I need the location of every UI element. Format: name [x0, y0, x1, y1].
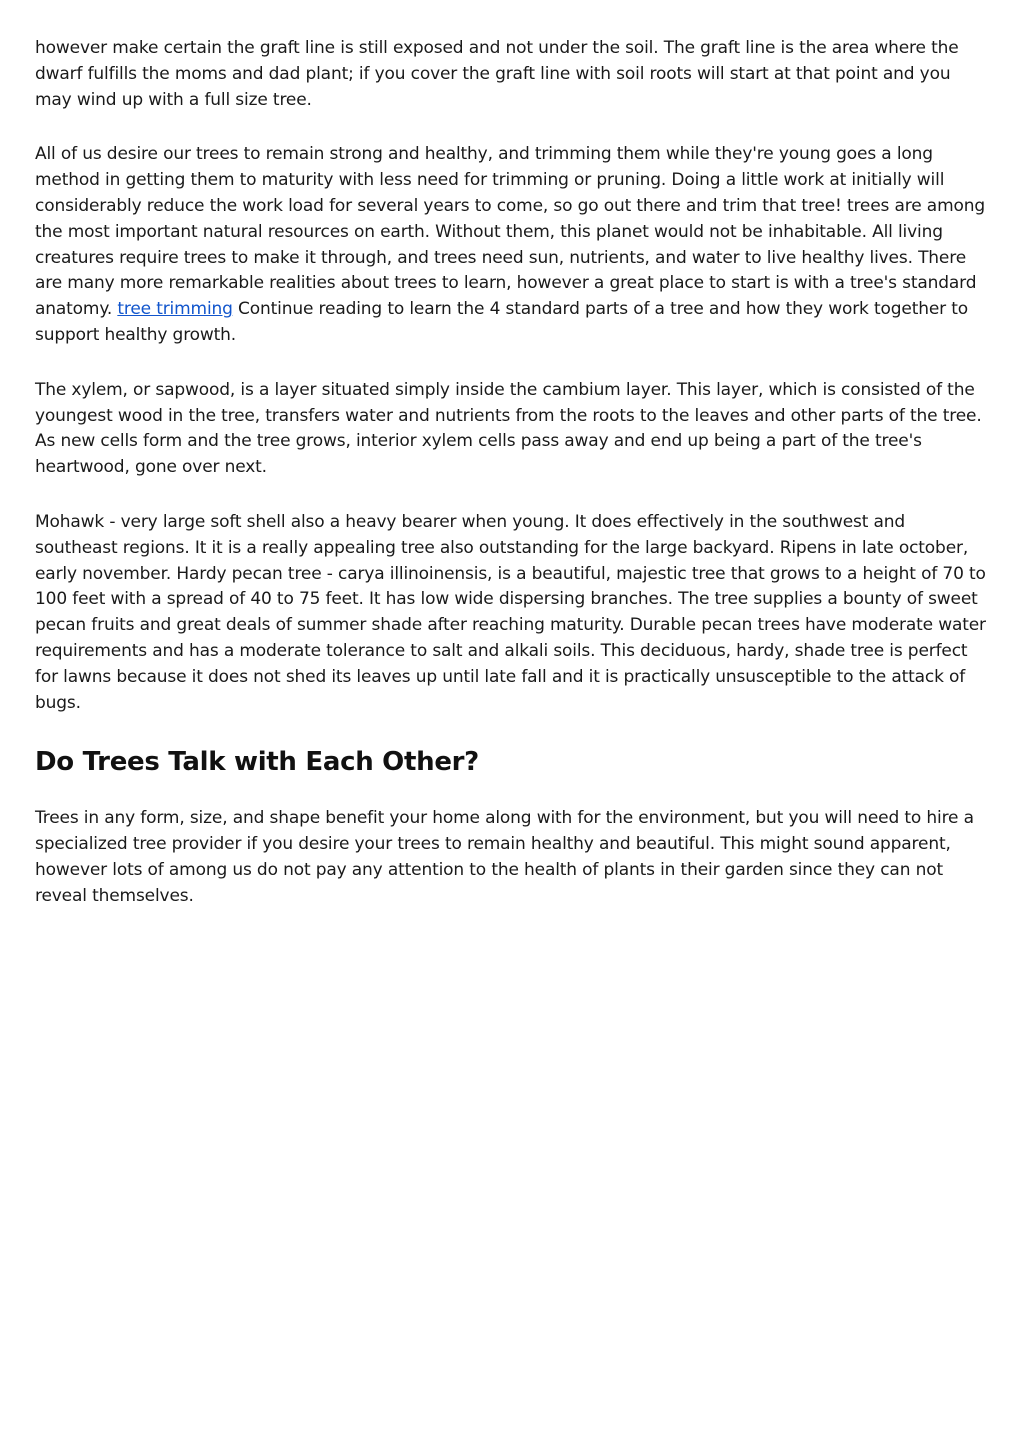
section-heading: Do Trees Talk with Each Other?	[35, 747, 479, 778]
paragraph-trees-benefit: Trees in any form, size, and shape benefit your home along with for the environment, but you will need to hire a specialized tree provider if you desire your trees to remain healthy and beautiful. This might sound apparent, however lots of among us do not pay any attention to the health of plants in their garden since they can not reveal themselves.	[35, 808, 974, 906]
paragraph-tree-trimming	[35, 142, 990, 348]
paragraph-mohawk-pecan: Mohawk - very large soft shell also a heavy bearer when young. It does effectively in the southwest and southeast regions. It it is a really appealing tree also outstanding for the large backyard. Ripens in late october, early november. Hardy pecan tree - carya illinoinensis, is a beautiful, majestic tree that grows to a height of 70 to 100 feet with a spread of 40 to 75 feet. It has low wide dispersing branches. The tree supplies a bounty of sweet pecan fruits and great deals of summer shade after reaching maturity. Durable pecan trees have moderate water requirements and has a moderate tolerance to salt and alkali soils. This deciduous, hardy, shade tree is perfect for lawns because it does not shed its leaves up until late fall and it is practically unsusceptible to the attack of bugs.	[35, 511, 986, 713]
paragraph-xylem: The xylem, or sapwood, is a layer situated simply inside the cambium layer. This layer, which is consisted of the youngest wood in the tree, transfers water and nutrients from the roots to the leaves and other parts of the tree. As new cells form and the tree grows, interior xylem cells pass away and end up being a part of the tree's heartwood, gone over next.	[35, 379, 982, 478]
paragraph-text-before-link: All of us desire our trees to remain strong and healthy, and trimming them while they're young goes a long method in getting them to maturity with less need for trimming or pruning. Doing a little work at initially will considerably reduce the work load for several years to come, so go out there and trim that tree! trees are among the most important natural resources on earth. Without them, this planet would not be inhabitable. All living creatures require trees to make it through, and trees need sun, nutrients, and water to live healthy lives. There are many more remarkable realities about trees to learn, however a great place to start is with a tree's standard anatomy.	[35, 144, 986, 320]
paragraph-graft-line: however make certain the graft line is still exposed and not under the soil. The graft line is the area where the dwarf fulfills the moms and dad plant; if you cover the graft line with soil roots will start at that point and you may wind up with a full size tree.	[35, 38, 959, 110]
paragraph-text-after-link: Continue reading to learn the 4 standard parts of a tree and how they work together to support healthy growth.	[35, 299, 969, 345]
tree-trimming-link[interactable]: tree trimming	[117, 299, 233, 320]
document-body	[35, 36, 990, 939]
